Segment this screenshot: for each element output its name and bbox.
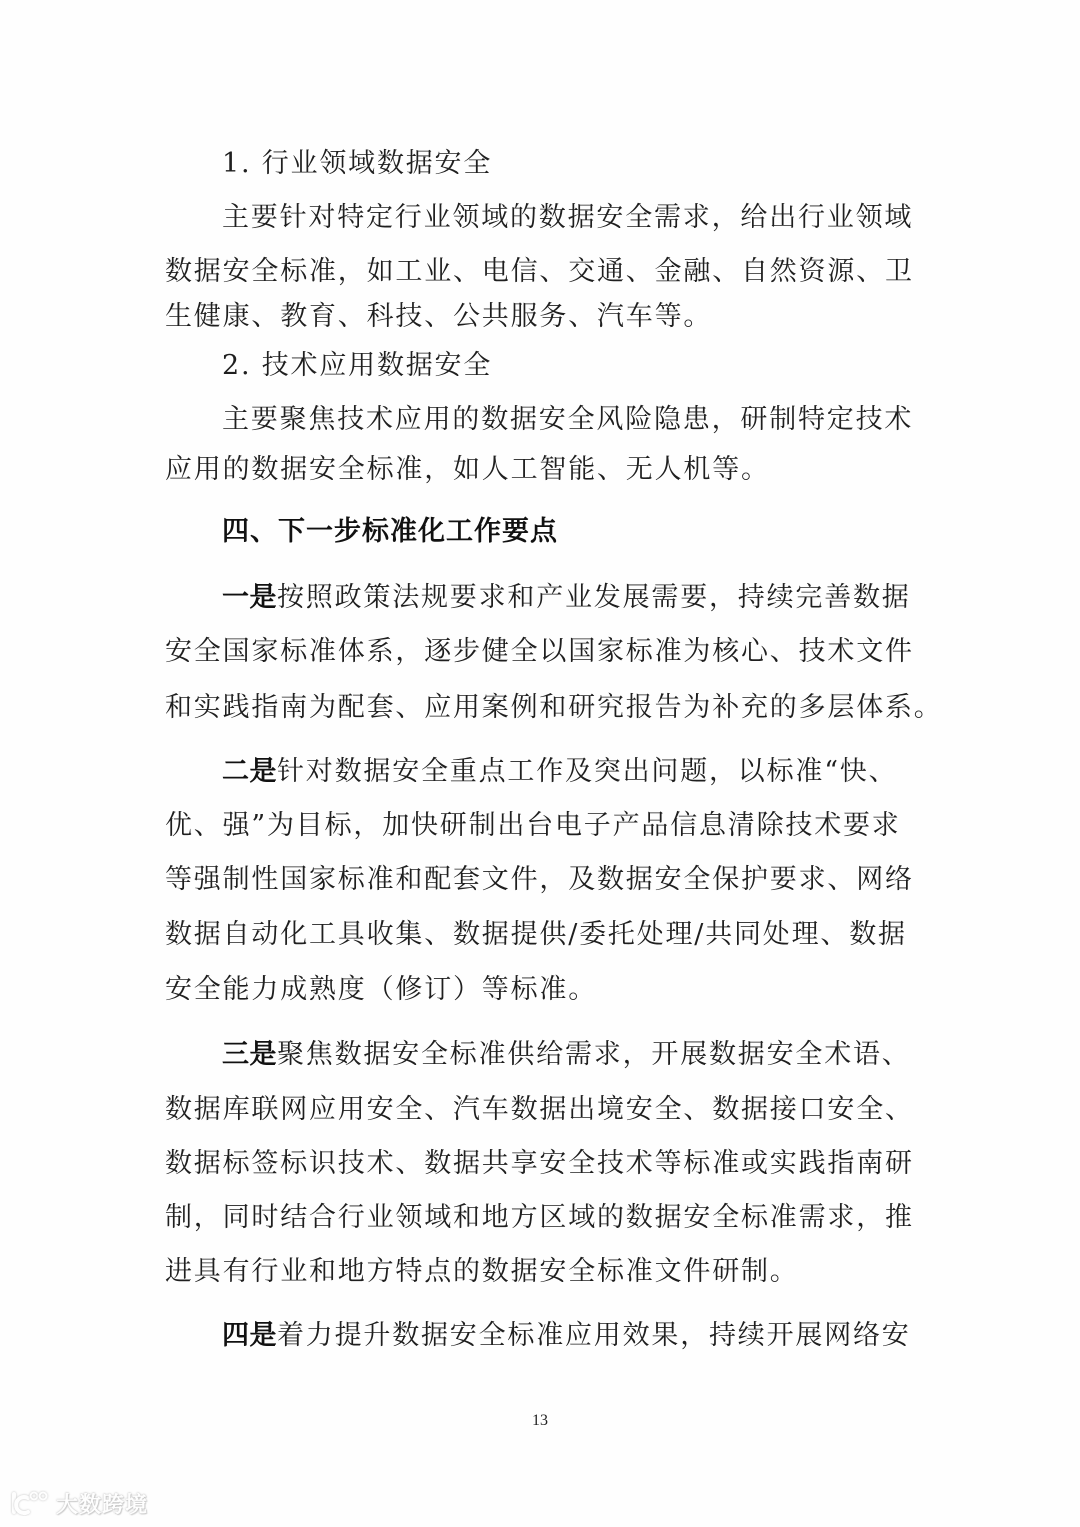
paragraph-line: 进具有行业和地方特点的数据安全标准文件研制。: [165, 1256, 799, 1287]
point-lead: 二是: [222, 756, 277, 787]
paragraph-line: 安全国家标准体系，逐步健全以国家标准为核心、技术文件: [165, 636, 914, 667]
point-lead: 四是: [222, 1320, 277, 1351]
paragraph-line: 等强制性国家标准和配套文件，及数据安全保护要求、网络: [165, 864, 914, 895]
point-one-line: [222, 578, 982, 618]
point-text: 针对数据安全重点工作及突出问题，以标准“快、: [277, 756, 898, 787]
paragraph-line: 和实践指南为配套、应用案例和研究报告为补充的多层体系。: [165, 692, 943, 723]
paragraph-line: 应用的数据安全标准，如人工智能、无人机等。: [165, 454, 770, 485]
paragraph-line: 优、强”为目标，加快研制出台电子产品信息清除技术要求: [165, 810, 901, 841]
logo-icon: [10, 1490, 50, 1516]
section-heading: 四、下一步标准化工作要点: [222, 516, 558, 547]
watermark: [10, 1488, 148, 1518]
paragraph-line: 数据标签标识技术、数据共享安全技术等标准或实践指南研: [165, 1148, 914, 1179]
point-three-line: [222, 1035, 982, 1075]
point-text: 聚焦数据安全标准供给需求，开展数据安全术语、: [277, 1039, 911, 1070]
point-lead: 一是: [222, 582, 277, 613]
paragraph-line: 主要针对特定行业领域的数据安全需求，给出行业领域: [222, 202, 914, 233]
point-text: 按照政策法规要求和产业发展需要，持续完善数据: [277, 582, 911, 613]
point-lead: 三是: [222, 1039, 277, 1070]
paragraph-line: 数据安全标准，如工业、电信、交通、金融、自然资源、卫: [165, 256, 914, 287]
paragraph-line: 制，同时结合行业领域和地方区域的数据安全标准需求，推: [165, 1202, 914, 1233]
paragraph-line: 数据自动化工具收集、数据提供/委托处理/共同处理、数据: [165, 919, 907, 950]
point-four-line: [222, 1316, 982, 1356]
paragraph-line: 安全能力成熟度（修订）等标准。: [165, 974, 597, 1005]
paragraph-line: 生健康、教育、科技、公共服务、汽车等。: [165, 301, 713, 332]
paragraph-line: 主要聚焦技术应用的数据安全风险隐患，研制特定技术: [222, 404, 914, 435]
subheading-industry-data-security: 1. 行业领域数据安全: [222, 148, 493, 179]
paragraph-line: 数据库联网应用安全、汽车数据出境安全、数据接口安全、: [165, 1094, 914, 1125]
point-two-line: [222, 752, 982, 792]
page-number: 13: [532, 1412, 548, 1429]
watermark-text: 大数跨境: [56, 1492, 149, 1518]
point-text: 着力提升数据安全标准应用效果，持续开展网络安: [277, 1320, 911, 1351]
subheading-tech-application-data-security: 2. 技术应用数据安全: [222, 350, 493, 381]
